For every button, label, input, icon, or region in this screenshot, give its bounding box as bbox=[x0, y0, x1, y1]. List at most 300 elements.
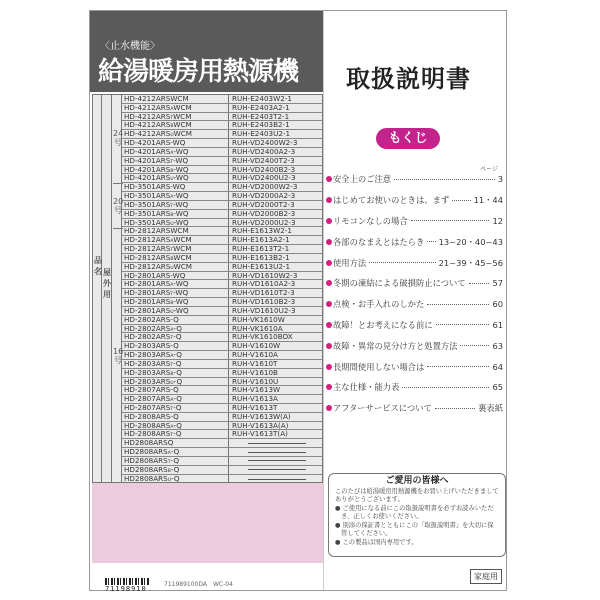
toc-page: 21~39・45~56 bbox=[438, 257, 503, 268]
model-variant: B bbox=[170, 168, 174, 174]
part-number: RUH-E2403A2-1 bbox=[232, 103, 290, 112]
table-row bbox=[122, 219, 322, 228]
part-number: RUH-V1610U bbox=[232, 377, 279, 386]
model-base: HD2808ARS bbox=[124, 448, 168, 456]
header-subtitle: 〈止水機能〉 bbox=[100, 41, 160, 52]
toc-label: 点検・お手入れのしかた bbox=[333, 299, 425, 310]
model-suffix: -Q bbox=[173, 377, 183, 386]
model-number bbox=[122, 395, 229, 403]
model-number bbox=[122, 404, 229, 412]
dot-leader bbox=[427, 241, 435, 242]
part-number: RUH-VD2400B2-3 bbox=[232, 165, 296, 174]
model-number bbox=[122, 342, 229, 350]
model-suffix: -WQ bbox=[173, 298, 189, 306]
toc-item[interactable] bbox=[326, 231, 503, 252]
toc-page: 65 bbox=[492, 382, 503, 393]
model-suffix: -WQ bbox=[173, 192, 189, 200]
model-number bbox=[122, 104, 229, 112]
toc-item[interactable] bbox=[326, 190, 503, 211]
table-row bbox=[122, 289, 322, 298]
model-number bbox=[122, 95, 229, 103]
model-base: HD-4201ARS bbox=[124, 174, 171, 183]
model-variant: B bbox=[170, 301, 174, 306]
toc-label: 安全上のご注意 bbox=[333, 174, 392, 185]
model-number bbox=[122, 254, 229, 262]
model-number bbox=[122, 298, 229, 306]
model-variant: T bbox=[170, 406, 174, 412]
model-variant: U bbox=[170, 221, 174, 227]
table-row bbox=[122, 457, 322, 466]
header-band bbox=[90, 11, 323, 92]
model-suffix: WCM bbox=[173, 236, 192, 245]
part-number: RUH-VD1610A2-3 bbox=[232, 280, 296, 289]
part-number: RUH-VD2000W2-3 bbox=[232, 183, 298, 192]
model-number bbox=[122, 351, 229, 359]
table-row bbox=[122, 192, 322, 201]
model-suffix: -WQ bbox=[173, 306, 189, 315]
table-row bbox=[122, 227, 322, 236]
model-suffix: Q bbox=[179, 271, 186, 280]
model-variant: T bbox=[170, 292, 174, 298]
doc-code: 711989100DA WC-04 bbox=[164, 581, 233, 588]
table-row bbox=[122, 280, 322, 289]
table-row bbox=[122, 439, 322, 448]
model-base: HD2808ARS bbox=[124, 474, 168, 483]
toc-label: はじめてお使いのときは、まず bbox=[333, 195, 450, 206]
toc-item[interactable] bbox=[326, 273, 503, 294]
table-row bbox=[122, 166, 322, 175]
model-number bbox=[122, 245, 229, 253]
bullet-icon bbox=[326, 176, 332, 182]
table-row bbox=[122, 148, 322, 157]
toc-page: 57 bbox=[492, 278, 503, 289]
model-base: HD-2807ARS bbox=[124, 395, 171, 403]
model-variant: T bbox=[167, 459, 171, 465]
toc-item[interactable] bbox=[326, 356, 503, 377]
model-variant: A bbox=[167, 451, 171, 456]
table-row bbox=[122, 378, 322, 387]
model-number bbox=[122, 360, 229, 368]
model-number bbox=[122, 210, 229, 218]
model-suffix: -WQ bbox=[173, 165, 189, 174]
model-base: HD-2812ARS bbox=[124, 227, 171, 236]
dot-leader bbox=[427, 366, 489, 367]
bullet-icon bbox=[326, 343, 332, 349]
toc-item[interactable] bbox=[326, 211, 503, 232]
model-number bbox=[122, 148, 229, 156]
part-number: RUH-VD2400W2-3 bbox=[232, 139, 298, 147]
part-number: RUH-VD2400U2-3 bbox=[232, 174, 296, 183]
toc-page: 12 bbox=[492, 215, 503, 226]
model-base: HD-2801ARS bbox=[124, 306, 171, 315]
model-variant: T bbox=[170, 159, 174, 165]
part-number: RUH-VK1610W bbox=[232, 315, 285, 324]
empty-dash bbox=[248, 452, 306, 453]
model-variant: B bbox=[167, 468, 171, 474]
part-number: RUH-VK1610A bbox=[232, 324, 283, 333]
empty-dash bbox=[248, 479, 306, 480]
table-row bbox=[122, 351, 322, 360]
bullet-icon bbox=[326, 280, 332, 286]
dot-leader bbox=[402, 387, 489, 388]
model-suffix: WCM bbox=[173, 121, 192, 130]
table-row bbox=[122, 395, 322, 404]
model-variant: U bbox=[170, 265, 174, 271]
model-base: HD-2808ARS-Q bbox=[124, 412, 179, 421]
bullet-icon bbox=[326, 218, 332, 224]
part-number: RUH-VD1610U2-3 bbox=[232, 306, 296, 315]
model-base: HD-4212ARS bbox=[124, 103, 171, 112]
model-base: HD-2803ARS bbox=[124, 351, 171, 359]
label-hinmei: 品名 bbox=[94, 256, 102, 276]
table-row bbox=[122, 325, 322, 334]
table-row bbox=[122, 298, 322, 307]
toc-label: 使用方法 bbox=[333, 257, 367, 268]
part-number: RUH-V1610T bbox=[232, 359, 278, 368]
model-base: HD-4201ARS bbox=[124, 165, 171, 174]
toc-item[interactable] bbox=[326, 335, 503, 356]
model-variant: T bbox=[170, 248, 174, 253]
page-label: ページ bbox=[480, 166, 498, 173]
model-number bbox=[122, 413, 229, 421]
model-variant: B bbox=[170, 124, 174, 130]
dot-leader bbox=[436, 324, 490, 325]
model-variant: B bbox=[170, 371, 174, 377]
bullet-icon bbox=[326, 384, 332, 390]
toc-label: 冬期の凍結による破損防止について bbox=[333, 278, 466, 289]
toc-item[interactable] bbox=[326, 294, 503, 315]
model-suffix: -WQ bbox=[173, 147, 189, 156]
part-number: RUH-E1613B2-1 bbox=[232, 253, 290, 262]
model-number bbox=[122, 289, 229, 297]
toc-page: 裏表紙 bbox=[478, 403, 503, 414]
model-number bbox=[122, 430, 229, 438]
part-number: RUH-VD1610B2-3 bbox=[232, 298, 296, 306]
model-suffix: -Q bbox=[173, 395, 182, 403]
manual-cover bbox=[89, 10, 507, 591]
table-row bbox=[122, 342, 322, 351]
model-number bbox=[122, 201, 229, 209]
bullet-icon bbox=[326, 405, 332, 411]
model-number bbox=[122, 192, 229, 200]
model-number bbox=[122, 466, 229, 474]
model-suffix: -Q bbox=[173, 368, 182, 377]
manual-title: 取扱説明書 bbox=[346, 65, 471, 93]
bullet-icon bbox=[326, 364, 332, 370]
model-variant: A bbox=[170, 354, 174, 359]
toc-page: 3 bbox=[497, 174, 503, 185]
toc-label: リモコンなしの場合 bbox=[333, 215, 408, 226]
model-number bbox=[122, 219, 229, 227]
toc-label: 各部のなまえとはたらき bbox=[333, 236, 425, 247]
model-variant: B bbox=[170, 256, 174, 262]
toc-page: 13~20・40~43 bbox=[438, 236, 503, 247]
model-number bbox=[122, 227, 229, 235]
notice-bullet: ● この製品は国内専用です。 bbox=[335, 538, 418, 546]
table-of-contents bbox=[326, 169, 503, 419]
model-base: HD-2807ARS-Q bbox=[124, 386, 179, 395]
model-variant: A bbox=[170, 106, 174, 112]
model-suffix: -WQ bbox=[173, 174, 189, 183]
pink-panel bbox=[92, 483, 323, 563]
model-base: HD-2808ARS bbox=[124, 421, 171, 430]
dot-leader bbox=[435, 408, 475, 409]
model-base: HD-2801ARS-W bbox=[124, 271, 180, 280]
model-base: HD-4212ARS bbox=[124, 112, 171, 121]
notice-title: ご愛用の皆様へ bbox=[385, 476, 449, 486]
model-base: HD-2801ARS bbox=[124, 289, 171, 298]
part-number: RUH-VD1610W2-3 bbox=[232, 271, 298, 280]
notice-bullet: ● ご使用になる前にこの取扱説明書を必ずお読みいただき、正しくお使いください。 bbox=[335, 504, 494, 520]
part-number: RUH-V1613W(A) bbox=[232, 412, 291, 421]
table-row bbox=[122, 466, 322, 475]
model-base: HD-2801ARS bbox=[124, 298, 171, 306]
model-base: HD-4201ARS bbox=[124, 156, 171, 165]
model-suffix: WCM bbox=[173, 262, 192, 271]
part-number: RUH-V1610B bbox=[232, 368, 278, 377]
part-number: RUH-E1613U2-1 bbox=[232, 262, 291, 271]
model-base: HD-2803ARS-Q bbox=[124, 342, 179, 351]
model-number bbox=[122, 263, 229, 271]
table-row bbox=[122, 245, 322, 254]
model-variant: U bbox=[167, 477, 172, 483]
model-variant: U bbox=[170, 177, 174, 183]
model-variant: A bbox=[170, 424, 174, 430]
model-number bbox=[122, 457, 229, 465]
table-row bbox=[122, 307, 322, 316]
model-number bbox=[122, 316, 229, 324]
part-number: RUH-VD2000T2-3 bbox=[232, 200, 295, 209]
model-number bbox=[122, 280, 229, 288]
dot-leader bbox=[411, 220, 490, 221]
part-number: RUH-V1613W bbox=[232, 386, 281, 395]
toc-item[interactable] bbox=[326, 252, 503, 273]
empty-dash bbox=[248, 443, 306, 444]
model-base: HD-3501ARS bbox=[124, 192, 171, 200]
part-number: RUH-VD2000U2-3 bbox=[232, 218, 296, 227]
model-suffix: -Q bbox=[173, 403, 182, 412]
model-number bbox=[122, 113, 229, 121]
part-number: RUH-E2403U2-1 bbox=[232, 130, 291, 139]
model-base: HD-2812ARS bbox=[124, 253, 171, 262]
model-suffix: -Q bbox=[173, 333, 182, 342]
model-variant: T bbox=[170, 115, 174, 121]
size-label: 16号 bbox=[113, 346, 124, 365]
model-suffix: WCM bbox=[173, 253, 192, 262]
barcode-bars bbox=[105, 578, 149, 585]
model-number bbox=[122, 422, 229, 430]
model-variant: T bbox=[170, 362, 174, 368]
toc-item[interactable] bbox=[326, 398, 503, 419]
table-row bbox=[122, 157, 322, 166]
bullet-icon bbox=[326, 260, 332, 266]
toc-item[interactable] bbox=[326, 377, 503, 398]
part-number: RUH-V1610A bbox=[232, 351, 278, 359]
model-table bbox=[92, 94, 323, 483]
toc-item[interactable] bbox=[326, 315, 503, 336]
model-variant: U bbox=[170, 133, 174, 139]
model-suffix: WCM bbox=[173, 245, 192, 253]
model-variant: T bbox=[170, 336, 174, 342]
model-number bbox=[122, 272, 229, 280]
model-variant: A bbox=[170, 239, 174, 245]
model-base: HD-2808ARS bbox=[124, 430, 171, 439]
part-number: RUH-VD1610T2-3 bbox=[232, 289, 295, 298]
dot-leader bbox=[394, 179, 495, 180]
model-suffix: -WQ bbox=[173, 280, 189, 289]
toc-badge: もくじ bbox=[376, 128, 440, 149]
bullet-icon bbox=[326, 239, 332, 245]
model-suffix: -WQ bbox=[173, 209, 189, 218]
model-base: HD-2802ARS bbox=[124, 333, 171, 342]
part-number: RUH-E1613T2-1 bbox=[232, 245, 290, 253]
header-title: 給湯暖房用熱源機 bbox=[98, 57, 299, 87]
model-suffix: -Q bbox=[170, 448, 180, 456]
table-row bbox=[122, 174, 322, 183]
toc-page: 60 bbox=[492, 299, 503, 310]
model-base: HD-3501ARS-W bbox=[124, 183, 180, 192]
model-number bbox=[122, 325, 229, 333]
model-variant: B bbox=[170, 212, 174, 218]
model-base: HD-2807ARS bbox=[124, 403, 171, 412]
model-suffix: Q bbox=[179, 183, 186, 192]
part-number bbox=[229, 448, 322, 456]
part-number: RUH-E1613W2-1 bbox=[232, 227, 292, 236]
part-number: RUH-E2403W2-1 bbox=[232, 95, 292, 103]
table-row bbox=[122, 210, 322, 219]
model-number bbox=[122, 139, 229, 147]
dot-leader bbox=[427, 304, 489, 305]
model-variant: U bbox=[170, 309, 174, 315]
model-number bbox=[122, 174, 229, 182]
table-row bbox=[122, 139, 322, 148]
model-base: HD-2812ARS bbox=[124, 236, 171, 245]
table-row bbox=[122, 183, 322, 192]
bullet-icon bbox=[326, 197, 332, 203]
part-number: RUH-VD2000A2-3 bbox=[232, 192, 296, 200]
model-suffix: -Q bbox=[173, 359, 182, 368]
model-suffix: -Q bbox=[170, 465, 180, 474]
toc-label: アフターサービスについて bbox=[333, 403, 432, 414]
table-row bbox=[122, 404, 322, 413]
barcode bbox=[105, 578, 149, 593]
model-suffix: -Q bbox=[173, 430, 182, 439]
part-number bbox=[229, 457, 322, 465]
model-variant: A bbox=[170, 195, 174, 200]
model-base: HD-2803ARS bbox=[124, 359, 171, 368]
home-use-label: 家庭用 bbox=[470, 569, 502, 584]
model-number bbox=[122, 307, 229, 315]
table-row bbox=[122, 130, 322, 139]
model-variant: A bbox=[170, 283, 174, 289]
notice-intro: このたびは給湯暖房用熱源機をお買い上げいただきましてありがとうございます。 bbox=[335, 487, 499, 503]
bullet-icon bbox=[326, 301, 332, 307]
size-label: 20号 bbox=[113, 196, 124, 215]
model-base: HD2808ARS bbox=[124, 456, 168, 465]
model-suffix: WCM bbox=[173, 130, 192, 139]
model-base: HD-4212ARS bbox=[124, 95, 171, 103]
part-number bbox=[229, 439, 322, 447]
toc-page: 64 bbox=[492, 361, 503, 372]
model-base: HD-2803ARS bbox=[124, 368, 171, 377]
table-row bbox=[122, 333, 322, 342]
model-base: HD-4212ARS bbox=[124, 121, 171, 130]
model-base: HD-4201ARS bbox=[124, 147, 171, 156]
model-suffix: WCM bbox=[173, 112, 192, 121]
model-suffix: -Q bbox=[173, 324, 182, 333]
toc-page: 63 bbox=[492, 340, 503, 351]
part-number: RUH-V1613A(A) bbox=[232, 421, 289, 430]
table-row bbox=[122, 316, 322, 325]
model-number bbox=[122, 166, 229, 174]
part-number: RUH-VD2000B2-3 bbox=[232, 209, 296, 218]
model-number bbox=[122, 130, 229, 138]
dot-leader bbox=[469, 283, 490, 284]
model-suffix: Q bbox=[179, 139, 186, 147]
part-number: RUH-V1613A bbox=[232, 395, 278, 403]
part-number: RUH-VD2400T2-3 bbox=[232, 156, 295, 165]
label-okugai: 屋外用 bbox=[103, 268, 111, 299]
model-number bbox=[122, 448, 229, 456]
model-suffix: WCM bbox=[173, 103, 192, 112]
model-base: HD-2802ARS-Q bbox=[124, 315, 179, 324]
model-base: HD-2801ARS bbox=[124, 280, 171, 289]
model-number bbox=[122, 369, 229, 377]
model-variant: T bbox=[170, 433, 174, 439]
table-row bbox=[122, 369, 322, 378]
table-row bbox=[122, 121, 322, 130]
model-suffix: -Q bbox=[171, 474, 180, 483]
table-row bbox=[122, 422, 322, 431]
toc-label: 故障！とお考えになる前に bbox=[333, 319, 433, 330]
model-base: HD-3501ARS bbox=[124, 218, 171, 227]
model-base: HD-4212ARS bbox=[124, 130, 171, 139]
model-base: HD-3501ARS bbox=[124, 200, 171, 209]
dot-leader bbox=[452, 200, 470, 201]
model-suffix: -Q bbox=[173, 421, 182, 430]
table-row bbox=[122, 272, 322, 281]
model-rows bbox=[122, 95, 322, 483]
table-row bbox=[122, 236, 322, 245]
toc-item[interactable] bbox=[326, 169, 503, 190]
part-number: RUH-VD2400A2-3 bbox=[232, 147, 296, 156]
table-row bbox=[122, 201, 322, 210]
model-number bbox=[122, 333, 229, 341]
model-suffix: -WQ bbox=[173, 200, 189, 209]
empty-dash bbox=[248, 460, 306, 461]
toc-page: 11・44 bbox=[473, 195, 503, 206]
model-number bbox=[122, 386, 229, 394]
model-base: HD-3501ARS bbox=[124, 209, 171, 218]
model-number bbox=[122, 121, 229, 129]
model-suffix: -Q bbox=[170, 456, 179, 465]
notice-bullet: ● 別添の保証書とともにこの「取扱説明書」を大切に保管してください。 bbox=[335, 521, 494, 537]
toc-label: 長期間使用しない場合は bbox=[333, 361, 425, 372]
part-number: RUH-E2403B2-1 bbox=[232, 121, 290, 130]
table-row bbox=[122, 430, 322, 439]
model-base: HD-2812ARS bbox=[124, 245, 171, 253]
notice-box bbox=[328, 473, 506, 557]
model-variant: U bbox=[170, 380, 174, 386]
part-number: RUH-VK1610BOX bbox=[232, 333, 293, 342]
model-number bbox=[122, 439, 229, 447]
toc-label: 主な仕様・能力表 bbox=[333, 382, 400, 393]
model-base: HD2808ARSQ bbox=[124, 439, 174, 448]
table-row bbox=[122, 254, 322, 263]
table-row bbox=[122, 413, 322, 422]
table-row bbox=[122, 113, 322, 122]
model-variant: T bbox=[170, 203, 174, 209]
